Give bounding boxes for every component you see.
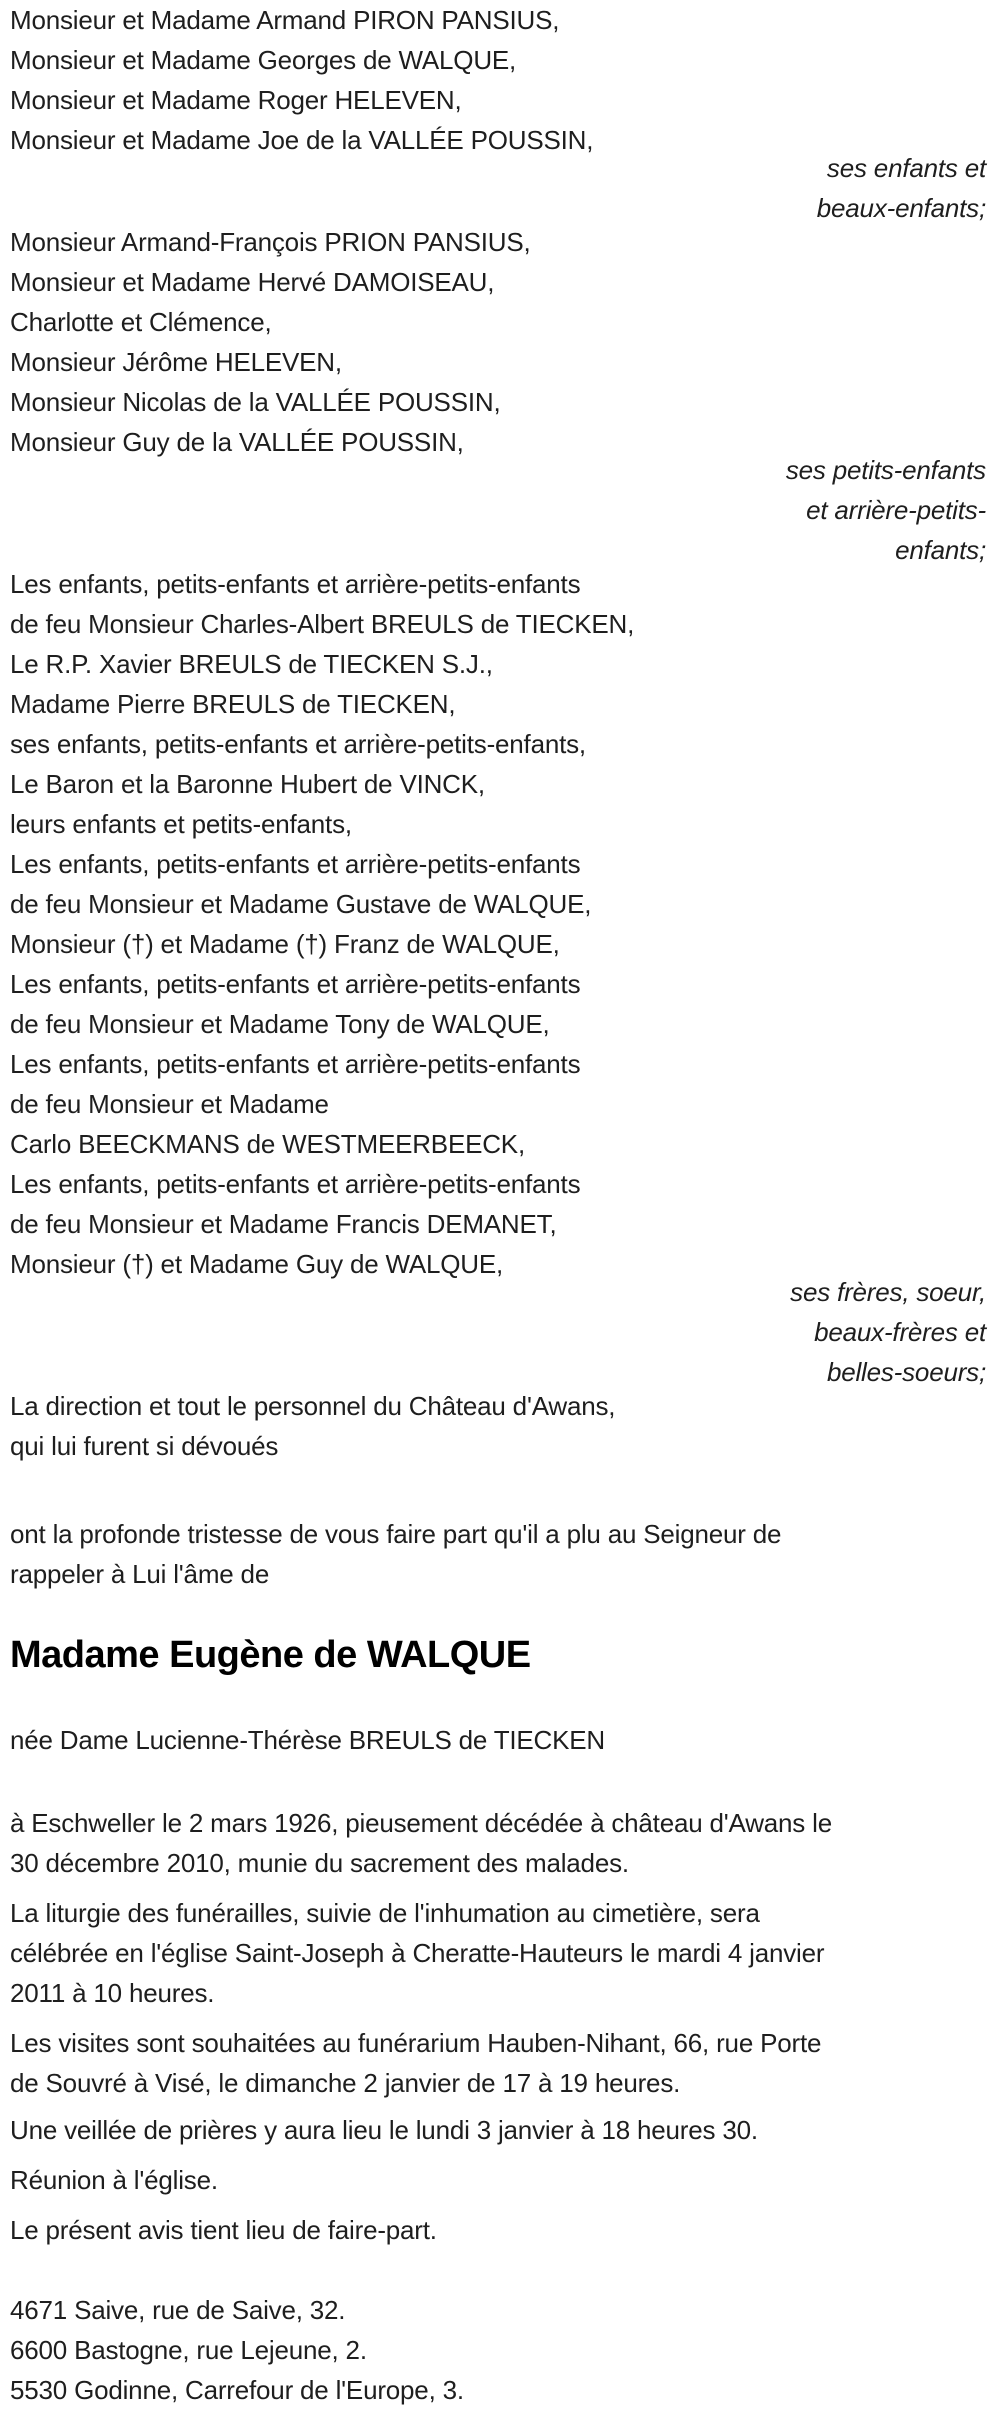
deceased-name: Madame Eugène de WALQUE bbox=[10, 1634, 531, 1676]
relation-line: ses enfants et bbox=[826, 153, 986, 183]
family-line: de feu Monsieur et Madame bbox=[10, 1089, 329, 1119]
family-line: Charlotte et Clémence, bbox=[10, 307, 272, 337]
address-line: 6600 Bastogne, rue Lejeune, 2. bbox=[10, 2335, 367, 2365]
relation-line: et arrière-petits- bbox=[806, 495, 986, 525]
paragraph-vigil bbox=[10, 2110, 986, 2150]
paragraph-line: Le présent avis tient lieu de faire-part. bbox=[10, 2215, 437, 2245]
family-line: Monsieur et Madame Armand PIRON PANSIUS, bbox=[10, 5, 560, 35]
family-line: Les enfants, petits-enfants et arrière-petits-enfants bbox=[10, 969, 581, 999]
family-line: Les enfants, petits-enfants et arrière-petits-enfants bbox=[10, 849, 581, 879]
family-line: Monsieur Jérôme HELEVEN, bbox=[10, 347, 342, 377]
family-line: Monsieur Armand-François PRION PANSIUS, bbox=[10, 227, 531, 257]
intro-line: rappeler à Lui l'âme de bbox=[10, 1559, 270, 1589]
relation-label-siblings bbox=[10, 1272, 986, 1392]
paragraph-line: 30 décembre 2010, munie du sacrement des malades. bbox=[10, 1848, 629, 1878]
paragraph-line: célébrée en l'église Saint-Joseph à Cheratte-Hauteurs le mardi 4 janvier bbox=[10, 1938, 825, 1968]
family-line: La direction et tout le personnel du Château d'Awans, bbox=[10, 1391, 616, 1421]
address-line: 4671 Saive, rue de Saive, 32. bbox=[10, 2295, 346, 2325]
family-line: Monsieur et Madame Hervé DAMOISEAU, bbox=[10, 267, 495, 297]
address-list bbox=[10, 2290, 986, 2410]
paragraph-line: Les visites sont souhaitées au funérarium Hauben-Nihant, 66, rue Porte bbox=[10, 2028, 822, 2058]
family-line: Monsieur (†) et Madame Guy de WALQUE, bbox=[10, 1249, 504, 1279]
family-line: de feu Monsieur Charles-Albert BREULS de TIECKEN, bbox=[10, 609, 635, 639]
relation-label-grandchildren bbox=[10, 450, 986, 570]
family-line: Monsieur (†) et Madame (†) Franz de WALQUE, bbox=[10, 929, 560, 959]
paragraph-liturgy bbox=[10, 1893, 986, 2013]
family-line: de feu Monsieur et Madame Gustave de WALQUE, bbox=[10, 889, 592, 919]
family-line: Monsieur et Madame Georges de WALQUE, bbox=[10, 45, 517, 75]
family-line: Monsieur Nicolas de la VALLÉE POUSSIN, bbox=[10, 387, 501, 417]
family-line: leurs enfants et petits-enfants, bbox=[10, 809, 352, 839]
paragraph-line: à Eschweller le 2 mars 1926, pieusement décédée à château d'Awans le bbox=[10, 1808, 832, 1838]
family-group-staff bbox=[10, 1386, 986, 1466]
intro-paragraph bbox=[10, 1514, 986, 1594]
family-line: Le R.P. Xavier BREULS de TIECKEN S.J., bbox=[10, 649, 493, 679]
relation-line: beaux-frères et bbox=[814, 1317, 986, 1347]
paragraph-line: Une veillée de prières y aura lieu le lundi 3 janvier à 18 heures 30. bbox=[10, 2115, 758, 2145]
relation-line: beaux-enfants; bbox=[816, 193, 986, 223]
intro-line: ont la profonde tristesse de vous faire part qu'il a plu au Seigneur de bbox=[10, 1519, 782, 1549]
family-line: Monsieur Guy de la VALLÉE POUSSIN, bbox=[10, 427, 464, 457]
paragraph-line: Réunion à l'église. bbox=[10, 2165, 218, 2195]
family-line: de feu Monsieur et Madame Francis DEMANET, bbox=[10, 1209, 557, 1239]
paragraph-birth-death bbox=[10, 1803, 986, 1883]
relation-label-children bbox=[10, 148, 986, 228]
paragraph-meeting bbox=[10, 2160, 986, 2200]
funeral-announcement bbox=[10, 0, 986, 2410]
family-group-grandchildren bbox=[10, 222, 986, 462]
relation-line: ses petits-enfants bbox=[785, 455, 986, 485]
paragraph-line: de Souvré à Visé, le dimanche 2 janvier de 17 à 19 heures. bbox=[10, 2068, 681, 2098]
relation-line: ses frères, soeur, bbox=[790, 1277, 986, 1307]
family-line: ses enfants, petits-enfants et arrière-petits-enfants, bbox=[10, 729, 586, 759]
family-line: de feu Monsieur et Madame Tony de WALQUE, bbox=[10, 1009, 550, 1039]
family-line: Les enfants, petits-enfants et arrière-petits-enfants bbox=[10, 1169, 581, 1199]
paragraph-visits bbox=[10, 2023, 986, 2103]
family-line: Monsieur et Madame Joe de la VALLÉE POUSSIN, bbox=[10, 125, 594, 155]
family-line: Les enfants, petits-enfants et arrière-petits-enfants bbox=[10, 1049, 581, 1079]
family-line: Monsieur et Madame Roger HELEVEN, bbox=[10, 85, 462, 115]
family-line: Les enfants, petits-enfants et arrière-petits-enfants bbox=[10, 569, 581, 599]
relation-line: belles-soeurs; bbox=[826, 1357, 986, 1387]
relation-line: enfants; bbox=[895, 535, 986, 565]
paragraph-line: La liturgie des funérailles, suivie de l'inhumation au cimetière, sera bbox=[10, 1898, 760, 1928]
family-line: qui lui furent si dévoués bbox=[10, 1431, 279, 1461]
address-line: 5530 Godinne, Carrefour de l'Europe, 3. bbox=[10, 2375, 464, 2405]
family-line: Carlo BEECKMANS de WESTMEERBEECK, bbox=[10, 1129, 525, 1159]
family-group-siblings bbox=[10, 564, 986, 1284]
family-line: Madame Pierre BREULS de TIECKEN, bbox=[10, 689, 456, 719]
family-group-children bbox=[10, 0, 986, 160]
family-line: Le Baron et la Baronne Hubert de VINCK, bbox=[10, 769, 485, 799]
paragraph-line: 2011 à 10 heures. bbox=[10, 1978, 215, 2008]
paragraph-notice bbox=[10, 2210, 986, 2250]
maiden-name: née Dame Lucienne-Thérèse BREULS de TIECKEN bbox=[10, 1725, 605, 1755]
